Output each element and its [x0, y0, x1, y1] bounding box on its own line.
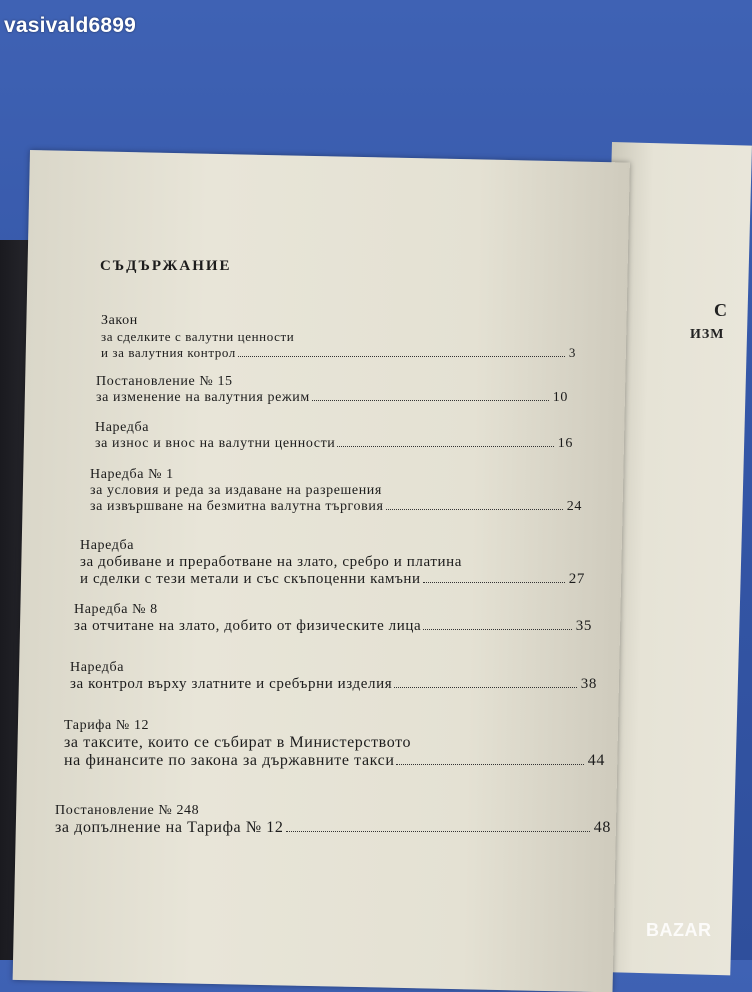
toc-entry [90, 467, 582, 515]
leader-dots [423, 582, 565, 583]
toc-page-number: 44 [587, 752, 605, 769]
toc-entry-title: Постановление № 248 [55, 803, 200, 818]
toc-entry [64, 718, 605, 770]
leader-dots [286, 831, 590, 832]
toc-entry-line: за извършване на безмитна валутна търговия 24 [90, 499, 582, 514]
toc-page-number: 10 [552, 390, 568, 405]
toc-entry-line: за таксите, които се събират в Министерството [64, 734, 412, 751]
toc-entry-title: Постановление № 15 [96, 374, 233, 389]
toc-page-number: 24 [566, 499, 582, 514]
toc-entry-line: за условия и реда за издаване на разрешения [90, 483, 382, 498]
toc-entry-line: и за валутния контрол 3 [101, 345, 576, 360]
toc-entry-title: Наредба [95, 420, 150, 435]
toc-entry [74, 602, 592, 635]
leader-dots [238, 356, 565, 357]
toc-entry [70, 660, 597, 693]
watermark-username: vasivald6899 [4, 14, 137, 37]
toc-entry-line: и сделки с тези метали и със скъпоценни камъни 27 [80, 571, 585, 587]
leader-dots [386, 509, 563, 510]
bazar-logo [646, 920, 716, 948]
toc-entry [80, 538, 585, 588]
toc-page-number: 38 [580, 676, 597, 692]
toc-entry [55, 803, 611, 837]
toc-page-number: 35 [575, 618, 592, 634]
right-page-text-b: ИЗМ [690, 327, 725, 342]
toc-entry-line: за сделките с валутни ценности [101, 329, 295, 344]
toc-page-number: 48 [593, 819, 611, 836]
toc-entry [95, 420, 573, 452]
toc-entry-line: за добиване и преработване на злато, сребро и платина [80, 554, 462, 570]
toc-entry-line: за изменение на валутния режим 10 [96, 390, 568, 405]
toc-entry-line: за допълнение на Тарифа № 12 48 [55, 819, 611, 836]
toc-entry-title: Наредба [70, 660, 125, 675]
toc-entry-title: Закон [101, 313, 138, 328]
toc-entry-line: за контрол върху златните и сребърни изделия 38 [70, 676, 597, 692]
toc-entry-line: за отчитане на злато, добито от физическите лица 35 [74, 618, 592, 634]
leader-dots [396, 764, 583, 765]
toc-entry-title: Наредба № 1 [90, 467, 174, 482]
leader-dots [312, 400, 549, 401]
toc-entry-title: Наредба [80, 538, 135, 553]
bazar-logo-text: BAZAR [646, 920, 712, 940]
toc-entry [101, 313, 576, 361]
toc-page-number: 27 [568, 571, 585, 587]
right-page-text-a: C [714, 300, 728, 320]
toc-page-number: 16 [557, 436, 573, 451]
toc-entry-line: на финансите по закона за държавните такси 44 [64, 752, 605, 769]
leader-dots [394, 687, 577, 688]
toc-heading: СЪДЪРЖАНИЕ [100, 258, 232, 274]
toc-page-number: 3 [568, 345, 576, 360]
toc-entry-title: Наредба № 8 [74, 602, 158, 617]
toc-entry-title: Тарифа № 12 [64, 718, 150, 733]
leader-dots [337, 446, 553, 447]
toc-entry-line: за износ и внос на валутни ценности 16 [95, 436, 573, 451]
leader-dots [423, 629, 572, 630]
toc-entry [96, 374, 568, 406]
